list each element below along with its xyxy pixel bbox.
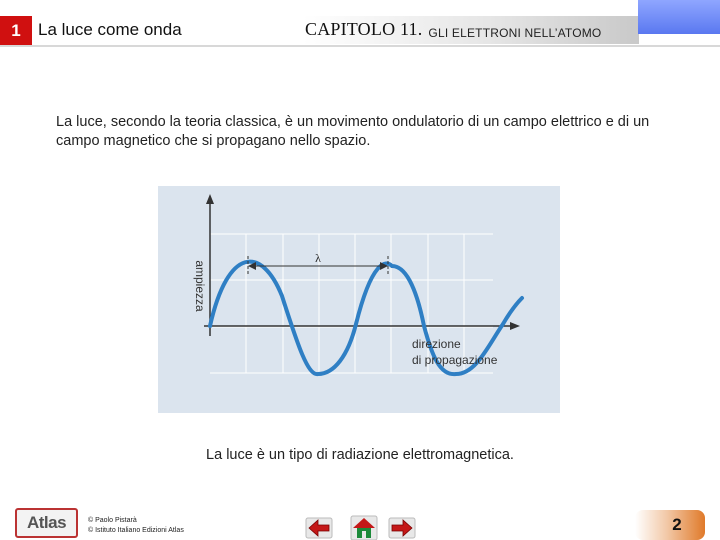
chapter-heading	[303, 16, 639, 44]
home-button[interactable]	[350, 515, 378, 540]
page-number: 2	[672, 515, 682, 534]
wave-figure	[158, 186, 560, 413]
figure-caption: La luce è un tipo di radiazione elettromagnetica.	[206, 447, 514, 463]
arrow-right-icon	[388, 515, 416, 540]
page-number-badge	[635, 510, 705, 540]
wave-diagram	[158, 186, 560, 413]
publisher-logo	[15, 508, 78, 538]
header-divider	[0, 45, 720, 47]
chapter-subtitle: GLI ELETTRONI NELL’ATOMO	[428, 26, 602, 40]
home-icon	[350, 515, 378, 540]
credit-line-author: © Paolo Pistarà	[88, 517, 137, 524]
wavelength-label: λ	[315, 251, 321, 265]
logo-text: Atlas	[26, 513, 67, 532]
slide-number: 1	[0, 16, 32, 46]
x-axis-label-line2: di propagazione	[412, 353, 498, 367]
previous-slide-button[interactable]	[305, 515, 333, 540]
y-axis-arrow-icon	[206, 194, 214, 204]
slide-title: La luce come onda	[38, 20, 182, 39]
y-axis-label: ampiezza	[193, 260, 207, 312]
chapter-number: CAPITOLO 11.	[305, 19, 423, 39]
credit-line-publisher: © Istituto Italiano Edizioni Atlas	[88, 527, 184, 534]
corner-decoration	[638, 0, 720, 34]
x-axis-arrow-icon	[510, 322, 520, 330]
intro-text: La luce, secondo la teoria classica, è un movimento ondulatorio di un campo elettrico e di un campo magnetico che si propagano nello spazio.	[56, 114, 650, 149]
next-slide-button[interactable]	[388, 515, 416, 540]
credits	[88, 516, 184, 536]
arrow-left-icon	[305, 515, 333, 540]
x-axis-label-line1: direzione	[412, 337, 461, 351]
